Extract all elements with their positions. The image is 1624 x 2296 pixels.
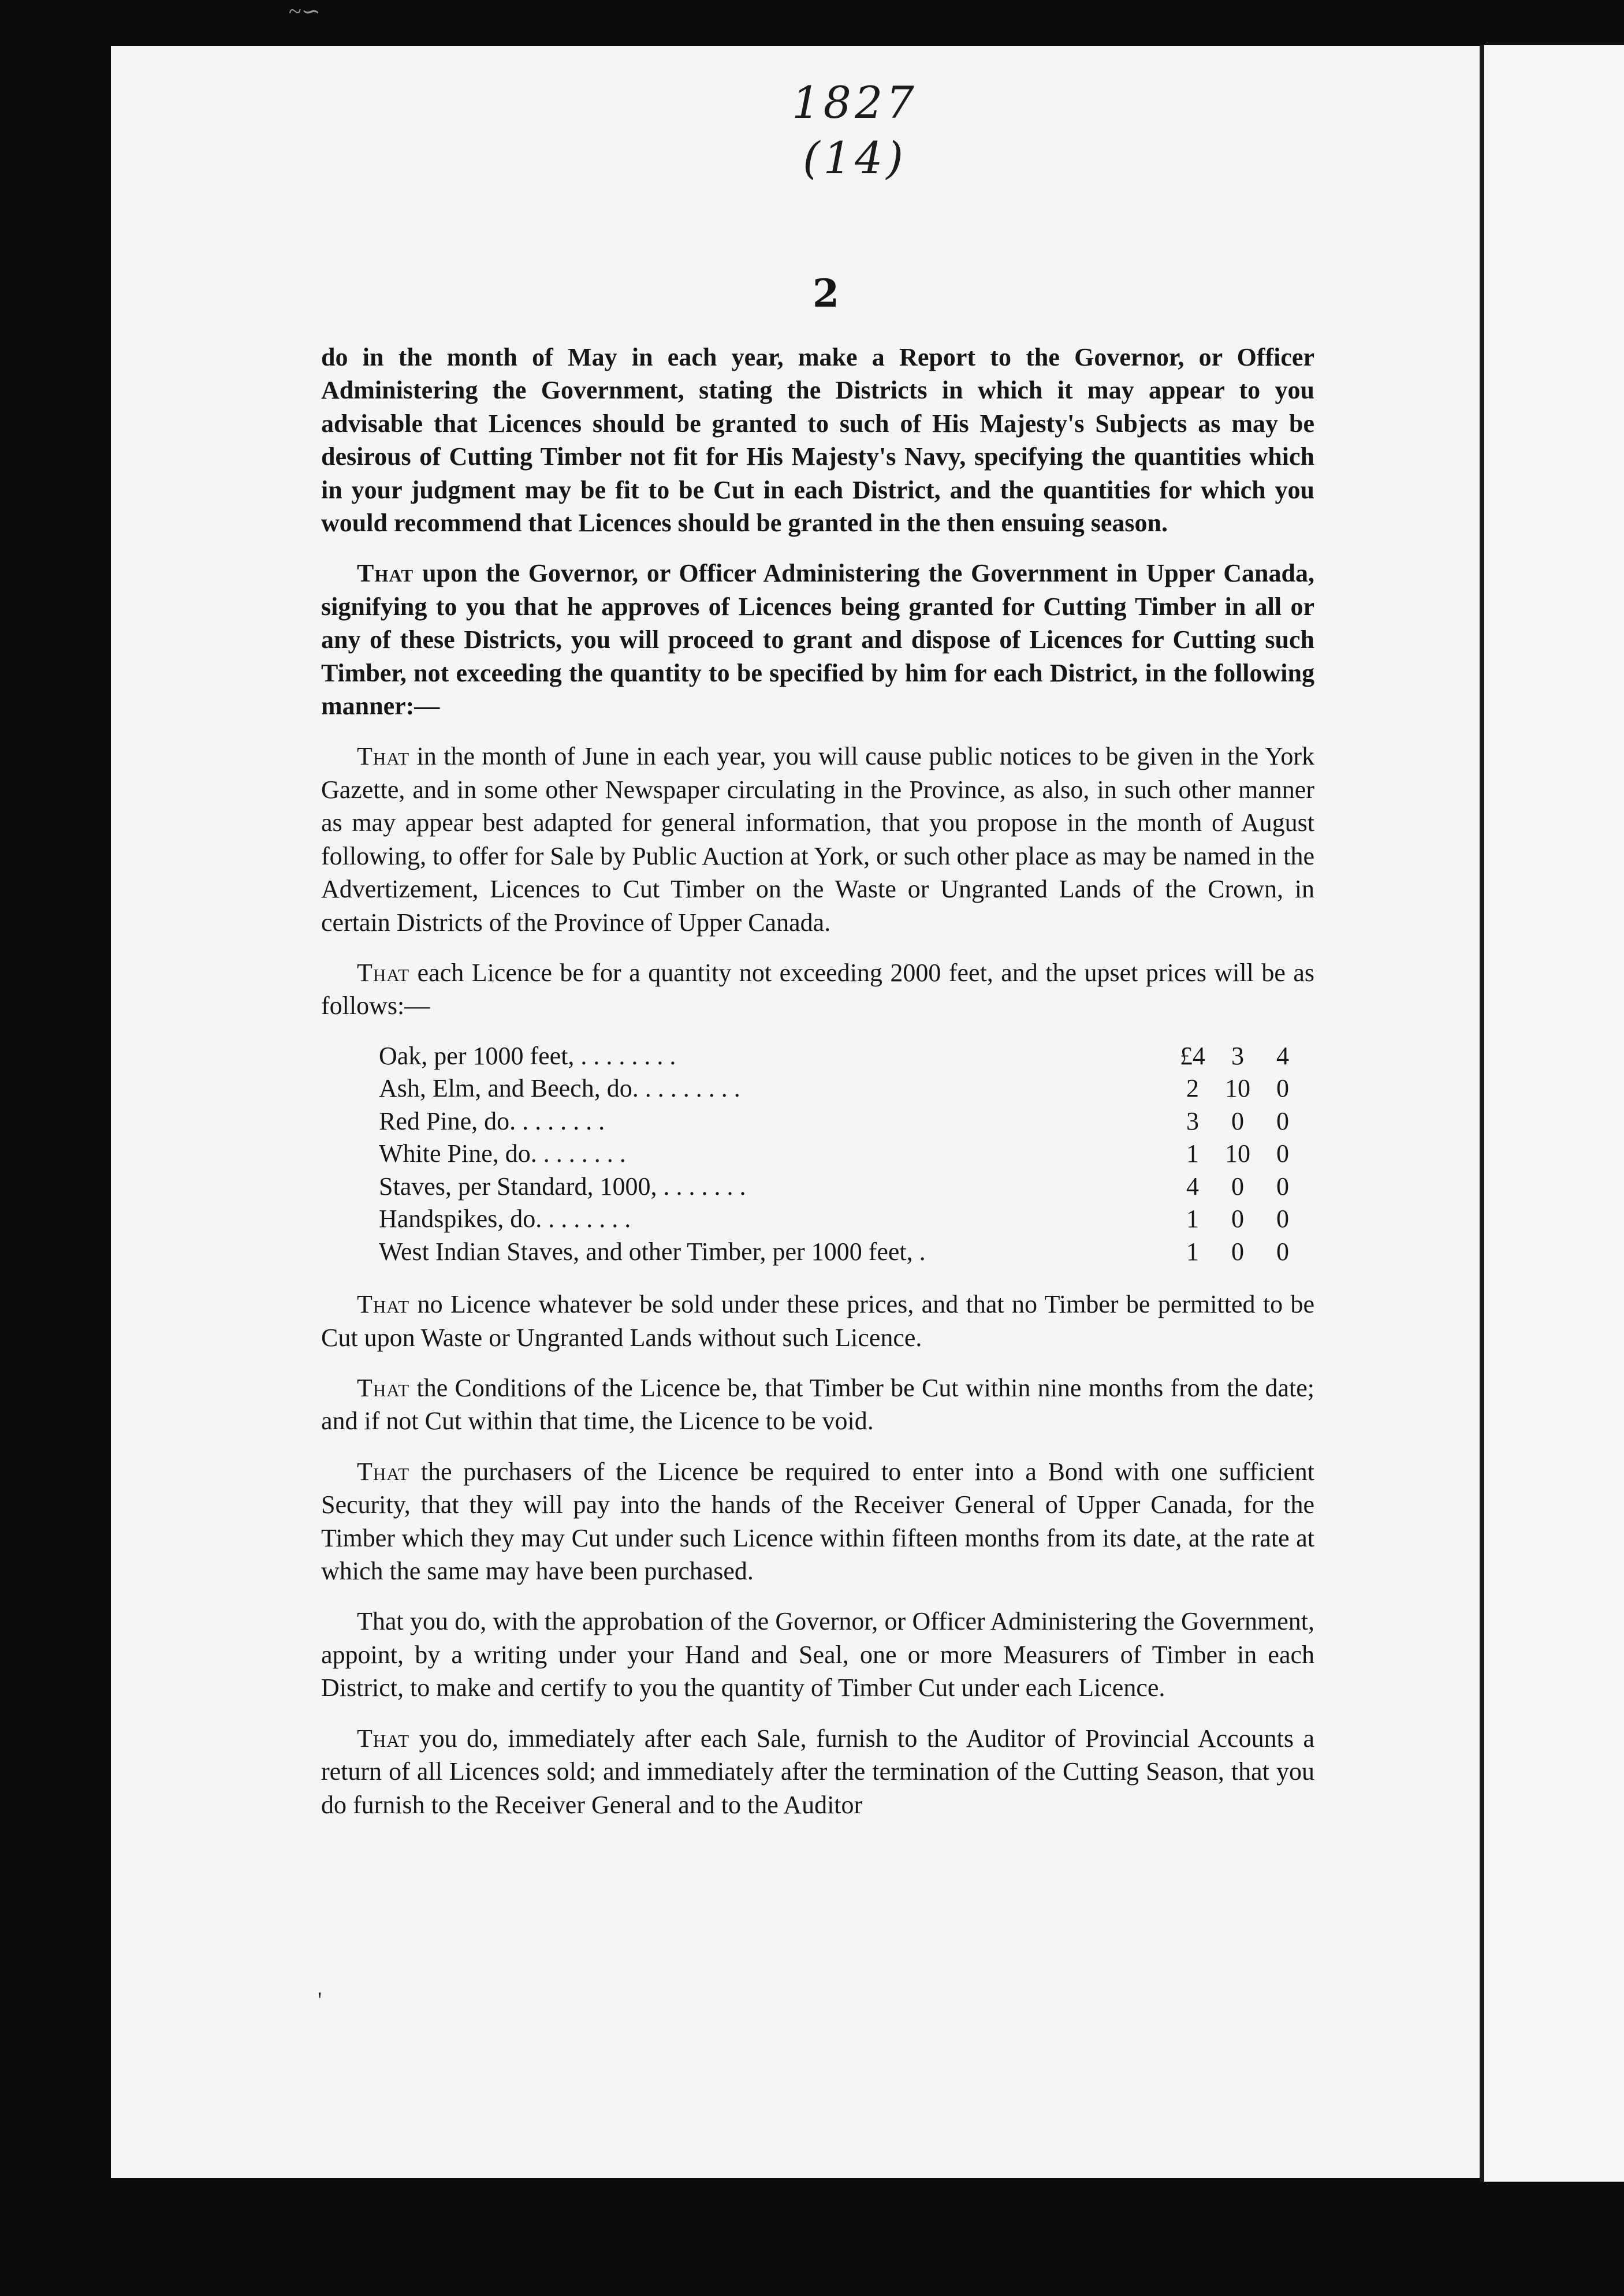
price-pence: 0 [1276,1237,1289,1266]
table-row [379,1072,1305,1105]
document-body [321,341,1314,1839]
table-row [379,1105,1305,1138]
price-pence: 4 [1276,1041,1289,1070]
paragraph-text: each Licence be for a quantity not exceeding 2000 feet, and the upset prices will be as follows:— [321,958,1314,1020]
ink-mark: ' [318,1987,322,2013]
price-pounds: £4 [1180,1041,1205,1070]
table-row [379,1040,1305,1073]
price-pence: 0 [1276,1106,1289,1135]
price-item: Oak, per 1000 feet, . . . . . . . . [379,1041,676,1070]
scan-artifact: ~∽ [289,0,321,24]
handwritten-annotation [768,75,941,186]
upset-price-table [379,1040,1305,1269]
paragraph-lead: That [357,1374,410,1403]
handwritten-number: (14) [802,132,907,184]
table-row [379,1203,1305,1236]
price-item: White Pine, do. . . . . . . . [379,1139,626,1168]
paragraph-public-notice [321,740,1314,938]
price-item: Staves, per Standard, 1000, . . . . . . . [379,1172,746,1201]
paragraph-text: no Licence whatever be sold under these prices, and that no Timber be permitted to be Cut upon Waste or Ungranted Lands without such Licence. [321,1290,1314,1352]
price-item: Ash, Elm, and Beech, do. . . . . . . . . [379,1074,740,1103]
price-shillings: 3 [1231,1041,1244,1070]
paragraph-conditions [321,1371,1314,1438]
paragraph-no-licence [321,1288,1314,1354]
price-shillings: 0 [1231,1106,1244,1135]
price-shillings: 10 [1225,1139,1250,1168]
price-pence: 0 [1276,1205,1289,1233]
paragraph-measurers: That you do, with the approbation of the Governor, or Officer Administering the Government, appoint, by a writing under your Hand and Seal, one or more Measurers of Timber in each District, to make and certify to you the quantity of Timber Cut under each Licence. [321,1607,1314,1702]
paragraph-bond [321,1455,1314,1588]
paragraph-text: the purchasers of the Licence be required to enter into a Bond with one sufficient Security, that they will pay into the hands of the Receiver General of Upper Canada, for the Timber which they may Cut under such Licence within fifteen months from its date, at the rate at which the same may have been purchased. [321,1457,1314,1586]
paragraph-text: you do, immediately after each Sale, furnish to the Auditor of Provincial Accounts a return of all Licences sold; and immediately after the termination of the Cutting Season, that you do furnish to the Receiver General and to the Auditor [321,1724,1314,1819]
price-shillings: 0 [1231,1237,1244,1266]
page-number: 2 [813,271,839,316]
paragraph-lead: That [357,958,410,987]
paragraph-lead: That [357,742,410,771]
price-shillings: 0 [1231,1205,1244,1233]
paragraph-licence-quantity [321,956,1314,1023]
paragraph-lead: That [357,559,414,588]
price-item: Red Pine, do. . . . . . . . [379,1106,605,1135]
price-item: Handspikes, do. . . . . . . . [379,1205,631,1233]
price-shillings: 0 [1231,1172,1244,1201]
price-pence: 0 [1276,1074,1289,1103]
paragraph-text: upon the Governor, or Officer Administering the Government in Upper Canada, signifying to you that he approves of Licences being granted for Cutting Timber in all or any of these Districts, you will proceed to grant and dispose of Licences for Cutting such Timber, not exceeding the quantity to be specified by him for each District, in the following manner:— [321,559,1315,721]
price-shillings: 10 [1225,1074,1250,1103]
price-pounds: 1 [1186,1139,1199,1168]
table-row [379,1171,1305,1203]
paragraph-lead: That [357,1457,410,1486]
paragraph-text: the Conditions of the Licence be, that Timber be Cut within nine months from the date; and if not Cut within that time, the Licence to be void. [321,1374,1314,1436]
price-pence: 0 [1276,1172,1289,1201]
facing-page-edge [1480,45,1624,2182]
price-pounds: 1 [1186,1237,1199,1266]
paragraph-lead: That [357,1724,410,1753]
price-item: West Indian Staves, and other Timber, per 1000 feet, . [379,1237,926,1266]
paragraph-report: do in the month of May in each year, make a Report to the Governor, or Officer Administering the Government, stating the Districts in which it may appear to you advisable that Licences should be granted to such of His Majesty's Subjects as may be desirous of Cutting Timber not fit for His Majesty's Navy, specifying the quantities which in your judgment may be fit to be Cut in each District, and the quantities for which you would recommend that Licences should be granted in the then ensuing season. [321,343,1314,538]
paragraph-text: in the month of June in each year, you will cause public notices to be given in the York Gazette, and in some other Newspaper circulating in the Province, as also, in such other manner as may appear best adapted for general information, that you propose in the month of August following, to offer for Sale by Public Auction at York, or such other place as may be named in the Advertizement, Licences to Cut Timber on the Waste or Ungranted Lands of the Crown, in certain Districts of the Province of Upper Canada. [321,742,1315,937]
price-pence: 0 [1276,1139,1289,1168]
handwritten-year: 1827 [792,77,918,128]
paragraph-approval [321,557,1314,722]
paragraph-lead: That [357,1290,410,1319]
price-pounds: 3 [1186,1106,1199,1135]
table-row [379,1138,1305,1171]
price-pounds: 2 [1186,1074,1199,1103]
table-row [379,1236,1305,1269]
price-pounds: 4 [1186,1172,1199,1201]
price-pounds: 1 [1186,1205,1199,1233]
paragraph-returns [321,1722,1314,1821]
